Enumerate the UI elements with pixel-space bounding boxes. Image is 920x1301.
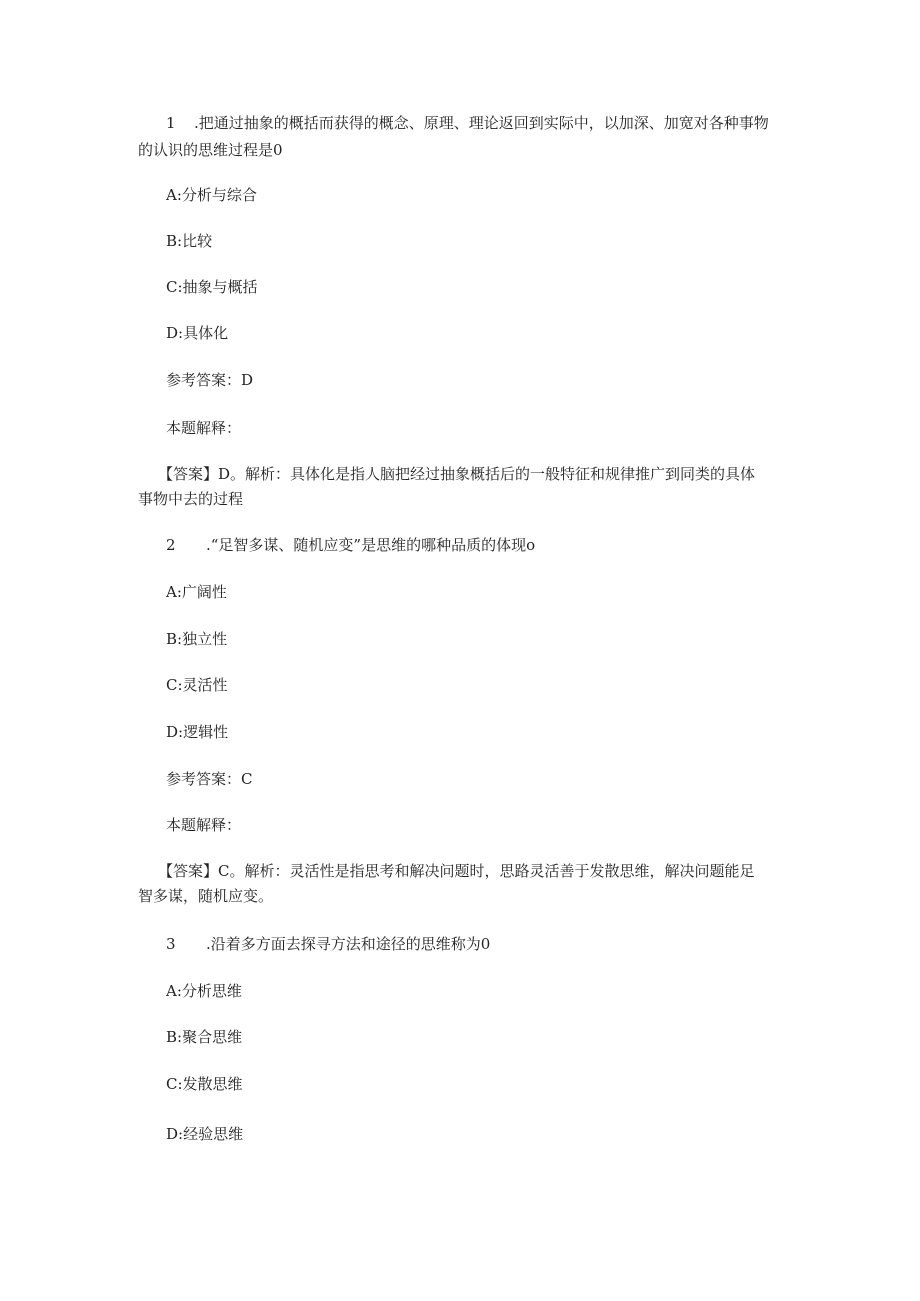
question-1-option-a: A:分析与综合 <box>166 186 257 204</box>
question-3-option-a: A:分析思维 <box>166 982 242 1000</box>
question-2-answer: 参考答案：C <box>166 770 253 788</box>
question-2-explanation-line2: 智多谋，随机应变。 <box>138 887 274 905</box>
question-2-option-b: B:独立性 <box>166 630 228 648</box>
question-1-number: 1 <box>166 114 176 132</box>
question-1-answer: 参考答案：D <box>166 371 254 389</box>
question-2-stem-text: .“足智多谋、随机应变”是思维的哪种品质的体现o <box>206 536 536 554</box>
question-1-stem-line1 <box>166 113 769 133</box>
question-2-explanation-line1: 【答案】C。解析：灵活性是指思考和解决问题时，思路灵活善于发散思维，解决问题能足 <box>158 862 755 880</box>
question-1-stem-text: .把通过抽象的概括而获得的概念、原理、理论返回到实际中，以加深、加宽对各种事物 <box>194 114 769 132</box>
question-3-option-b: B:聚合思维 <box>166 1028 243 1046</box>
question-1-stem-line2: 的认识的思维过程是0 <box>138 141 283 159</box>
question-1-explanation-line1: 【答案】D。解析：具体化是指人脑把经过抽象概括后的一般特征和规律推广到同类的具体 <box>158 465 756 483</box>
question-3-option-c: C:发散思维 <box>166 1075 243 1093</box>
question-2-explanation-label: 本题解释： <box>166 816 242 834</box>
question-2-option-a: A:广阔性 <box>166 583 227 601</box>
question-3-number: 3 <box>166 935 176 953</box>
question-1-option-d: D:具体化 <box>166 324 229 342</box>
question-3-stem-line1 <box>166 934 490 954</box>
question-1-explanation-line2: 事物中去的过程 <box>138 490 244 508</box>
question-3-option-d: D:经验思维 <box>166 1125 244 1143</box>
question-2-option-c: C:灵活性 <box>166 676 228 694</box>
question-1-explanation-label: 本题解释： <box>166 419 242 437</box>
question-2-option-d: D:逻辑性 <box>166 723 229 741</box>
question-2-stem-line1 <box>166 535 535 555</box>
question-3-stem-text: .沿着多方面去探寻方法和途径的思维称为0 <box>206 935 491 953</box>
question-1-option-c: C:抽象与概括 <box>166 278 258 296</box>
question-2-number: 2 <box>166 536 176 554</box>
question-1-option-b: B:比较 <box>166 232 213 250</box>
